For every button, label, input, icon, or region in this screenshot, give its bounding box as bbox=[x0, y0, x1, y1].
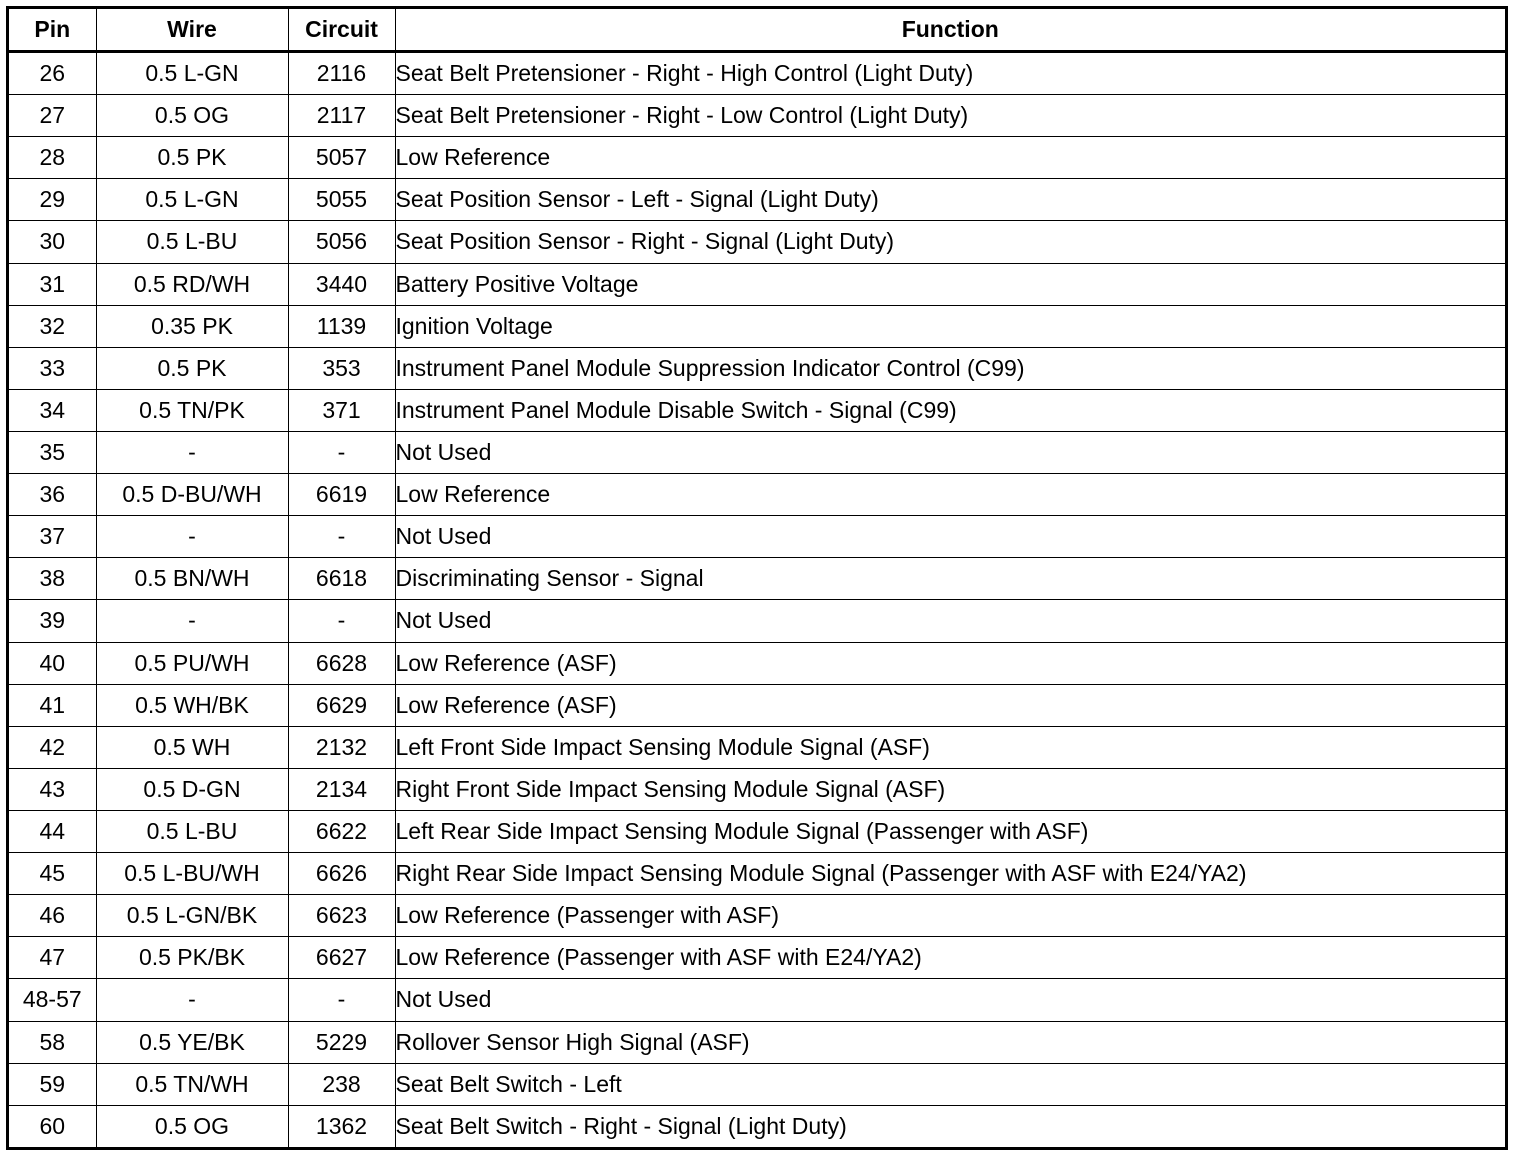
cell-function: Low Reference bbox=[395, 137, 1505, 179]
table-row bbox=[9, 179, 1505, 221]
table-row bbox=[9, 937, 1505, 979]
cell-pin: 29 bbox=[9, 179, 96, 221]
cell-circuit: 238 bbox=[288, 1063, 395, 1105]
connector-pinout-table bbox=[6, 6, 1508, 1150]
table-row bbox=[9, 516, 1505, 558]
cell-circuit: 5057 bbox=[288, 137, 395, 179]
cell-pin: 60 bbox=[9, 1105, 96, 1147]
cell-wire: 0.5 RD/WH bbox=[96, 263, 288, 305]
cell-function: Seat Belt Pretensioner - Right - High Control (Light Duty) bbox=[395, 52, 1505, 95]
table-row bbox=[9, 895, 1505, 937]
cell-wire: 0.5 D-GN bbox=[96, 768, 288, 810]
table-body bbox=[9, 52, 1505, 1148]
cell-wire: 0.5 OG bbox=[96, 95, 288, 137]
cell-wire: 0.5 BN/WH bbox=[96, 558, 288, 600]
table-row bbox=[9, 810, 1505, 852]
cell-wire: 0.35 PK bbox=[96, 305, 288, 347]
cell-function: Low Reference (ASF) bbox=[395, 684, 1505, 726]
cell-circuit: 5229 bbox=[288, 1021, 395, 1063]
header-function: Function bbox=[395, 9, 1505, 52]
cell-wire: 0.5 L-BU bbox=[96, 810, 288, 852]
cell-function: Low Reference (Passenger with ASF) bbox=[395, 895, 1505, 937]
cell-function: Instrument Panel Module Suppression Indicator Control (C99) bbox=[395, 347, 1505, 389]
cell-circuit: 1139 bbox=[288, 305, 395, 347]
cell-pin: 41 bbox=[9, 684, 96, 726]
table-row bbox=[9, 558, 1505, 600]
cell-function: Not Used bbox=[395, 600, 1505, 642]
cell-circuit: - bbox=[288, 516, 395, 558]
cell-function: Seat Position Sensor - Right - Signal (Light Duty) bbox=[395, 221, 1505, 263]
cell-pin: 48-57 bbox=[9, 979, 96, 1021]
cell-circuit: 6629 bbox=[288, 684, 395, 726]
cell-circuit: - bbox=[288, 600, 395, 642]
table-row bbox=[9, 768, 1505, 810]
cell-pin: 35 bbox=[9, 431, 96, 473]
table-row bbox=[9, 1105, 1505, 1147]
table-row bbox=[9, 1021, 1505, 1063]
cell-function: Right Rear Side Impact Sensing Module Signal (Passenger with ASF with E24/YA2) bbox=[395, 853, 1505, 895]
cell-circuit: - bbox=[288, 979, 395, 1021]
table-row bbox=[9, 1063, 1505, 1105]
cell-circuit: 6623 bbox=[288, 895, 395, 937]
cell-pin: 47 bbox=[9, 937, 96, 979]
table-row bbox=[9, 979, 1505, 1021]
pinout-table bbox=[9, 9, 1505, 1147]
cell-circuit: 6628 bbox=[288, 642, 395, 684]
cell-function: Not Used bbox=[395, 431, 1505, 473]
cell-wire: 0.5 WH/BK bbox=[96, 684, 288, 726]
header-circuit: Circuit bbox=[288, 9, 395, 52]
cell-wire: 0.5 L-GN/BK bbox=[96, 895, 288, 937]
cell-circuit: 1362 bbox=[288, 1105, 395, 1147]
cell-function: Not Used bbox=[395, 516, 1505, 558]
cell-wire: 0.5 L-GN bbox=[96, 179, 288, 221]
cell-function: Low Reference (ASF) bbox=[395, 642, 1505, 684]
cell-wire: 0.5 L-GN bbox=[96, 52, 288, 95]
table-row bbox=[9, 52, 1505, 95]
cell-pin: 44 bbox=[9, 810, 96, 852]
cell-circuit: 371 bbox=[288, 389, 395, 431]
table-row bbox=[9, 600, 1505, 642]
cell-wire: 0.5 WH bbox=[96, 726, 288, 768]
cell-pin: 36 bbox=[9, 474, 96, 516]
cell-wire: 0.5 PU/WH bbox=[96, 642, 288, 684]
header-wire: Wire bbox=[96, 9, 288, 52]
cell-pin: 43 bbox=[9, 768, 96, 810]
cell-function: Low Reference (Passenger with ASF with E24/YA2) bbox=[395, 937, 1505, 979]
cell-pin: 30 bbox=[9, 221, 96, 263]
cell-function: Seat Belt Pretensioner - Right - Low Control (Light Duty) bbox=[395, 95, 1505, 137]
cell-wire: - bbox=[96, 600, 288, 642]
cell-pin: 45 bbox=[9, 853, 96, 895]
cell-function: Rollover Sensor High Signal (ASF) bbox=[395, 1021, 1505, 1063]
cell-function: Seat Position Sensor - Left - Signal (Light Duty) bbox=[395, 179, 1505, 221]
table-row bbox=[9, 684, 1505, 726]
cell-circuit: 6618 bbox=[288, 558, 395, 600]
cell-circuit: 6619 bbox=[288, 474, 395, 516]
table-row bbox=[9, 305, 1505, 347]
cell-function: Seat Belt Switch - Right - Signal (Light Duty) bbox=[395, 1105, 1505, 1147]
cell-pin: 39 bbox=[9, 600, 96, 642]
cell-circuit: 3440 bbox=[288, 263, 395, 305]
cell-pin: 32 bbox=[9, 305, 96, 347]
cell-function: Battery Positive Voltage bbox=[395, 263, 1505, 305]
cell-pin: 42 bbox=[9, 726, 96, 768]
cell-wire: 0.5 PK bbox=[96, 137, 288, 179]
table-row bbox=[9, 726, 1505, 768]
cell-pin: 59 bbox=[9, 1063, 96, 1105]
cell-wire: 0.5 D-BU/WH bbox=[96, 474, 288, 516]
cell-pin: 46 bbox=[9, 895, 96, 937]
cell-function: Not Used bbox=[395, 979, 1505, 1021]
cell-wire: 0.5 YE/BK bbox=[96, 1021, 288, 1063]
cell-pin: 37 bbox=[9, 516, 96, 558]
cell-function: Left Front Side Impact Sensing Module Signal (ASF) bbox=[395, 726, 1505, 768]
cell-circuit: 5056 bbox=[288, 221, 395, 263]
cell-pin: 33 bbox=[9, 347, 96, 389]
cell-function: Right Front Side Impact Sensing Module Signal (ASF) bbox=[395, 768, 1505, 810]
cell-circuit: 6626 bbox=[288, 853, 395, 895]
cell-function: Seat Belt Switch - Left bbox=[395, 1063, 1505, 1105]
table-row bbox=[9, 263, 1505, 305]
cell-wire: 0.5 OG bbox=[96, 1105, 288, 1147]
cell-pin: 26 bbox=[9, 52, 96, 95]
table-row bbox=[9, 431, 1505, 473]
cell-wire: - bbox=[96, 516, 288, 558]
cell-wire: 0.5 L-BU bbox=[96, 221, 288, 263]
cell-circuit: 2134 bbox=[288, 768, 395, 810]
cell-pin: 31 bbox=[9, 263, 96, 305]
table-row bbox=[9, 389, 1505, 431]
table-row bbox=[9, 221, 1505, 263]
table-row bbox=[9, 474, 1505, 516]
cell-pin: 27 bbox=[9, 95, 96, 137]
header-row bbox=[9, 9, 1505, 52]
cell-wire: 0.5 PK/BK bbox=[96, 937, 288, 979]
table-row bbox=[9, 853, 1505, 895]
cell-wire: - bbox=[96, 979, 288, 1021]
header-pin: Pin bbox=[9, 9, 96, 52]
cell-function: Left Rear Side Impact Sensing Module Signal (Passenger with ASF) bbox=[395, 810, 1505, 852]
table-row bbox=[9, 137, 1505, 179]
table-row bbox=[9, 347, 1505, 389]
cell-function: Discriminating Sensor - Signal bbox=[395, 558, 1505, 600]
cell-function: Ignition Voltage bbox=[395, 305, 1505, 347]
cell-pin: 58 bbox=[9, 1021, 96, 1063]
cell-function: Instrument Panel Module Disable Switch - Signal (C99) bbox=[395, 389, 1505, 431]
cell-pin: 34 bbox=[9, 389, 96, 431]
cell-pin: 40 bbox=[9, 642, 96, 684]
cell-wire: 0.5 PK bbox=[96, 347, 288, 389]
cell-wire: 0.5 TN/WH bbox=[96, 1063, 288, 1105]
cell-pin: 28 bbox=[9, 137, 96, 179]
cell-wire: - bbox=[96, 431, 288, 473]
cell-circuit: 6622 bbox=[288, 810, 395, 852]
cell-circuit: 2132 bbox=[288, 726, 395, 768]
cell-pin: 38 bbox=[9, 558, 96, 600]
cell-circuit: 2117 bbox=[288, 95, 395, 137]
cell-circuit: 5055 bbox=[288, 179, 395, 221]
table-row bbox=[9, 642, 1505, 684]
cell-wire: 0.5 TN/PK bbox=[96, 389, 288, 431]
cell-circuit: 6627 bbox=[288, 937, 395, 979]
cell-function: Low Reference bbox=[395, 474, 1505, 516]
cell-circuit: - bbox=[288, 431, 395, 473]
cell-wire: 0.5 L-BU/WH bbox=[96, 853, 288, 895]
cell-circuit: 2116 bbox=[288, 52, 395, 95]
table-row bbox=[9, 95, 1505, 137]
cell-circuit: 353 bbox=[288, 347, 395, 389]
